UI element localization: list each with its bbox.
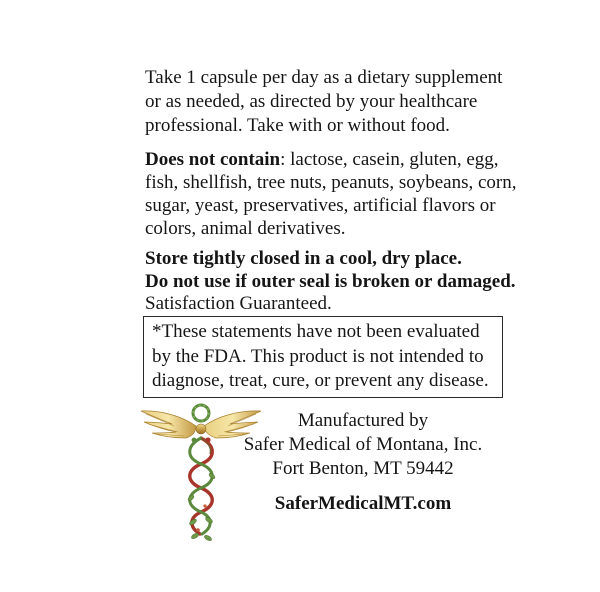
- website-url: SaferMedicalMT.com: [274, 493, 452, 514]
- allergens-line: [145, 148, 516, 171]
- directions-paragraph: [145, 66, 502, 138]
- directions-line: or as needed, as directed by your healthcare: [145, 91, 478, 112]
- disclaimer-line: *These statements have not been evaluated: [152, 321, 480, 342]
- allergens-line: sugar, yeast, preservatives, artificial flavors or: [145, 195, 496, 216]
- allergens-paragraph: [145, 148, 516, 240]
- storage-warning: Store tightly closed in a cool, dry place.: [145, 248, 462, 269]
- allergens-label: Does not contain: [145, 149, 281, 170]
- directions-line: Take 1 capsule per day as a dietary supplement: [145, 67, 503, 88]
- allergens-line: colors, animal derivatives.: [145, 218, 346, 239]
- seal-warning: Do not use if outer seal is broken or damaged.: [145, 270, 516, 292]
- manufacturer-block: [233, 409, 493, 481]
- fda-disclaimer-box: [143, 316, 503, 398]
- fda-disclaimer-text: [152, 320, 489, 394]
- manufacturer-line: Manufactured by: [297, 410, 429, 431]
- company-address: Fort Benton, MT 59442: [272, 458, 454, 479]
- company-name: Safer Medical of Montana, Inc.: [243, 434, 483, 455]
- disclaimer-line: by the FDA. This product is not intended to: [152, 345, 484, 367]
- disclaimer-line: diagnose, treat, cure, or prevent any disease.: [152, 370, 489, 391]
- allergens-line: fish, shellfish, tree nuts, peanuts, soybeans, corn,: [145, 172, 517, 193]
- storage-paragraph: [145, 248, 516, 316]
- directions-line: professional. Take with or without food.: [145, 115, 450, 136]
- allergens-text: : lactose, casein, gluten, egg,: [280, 149, 499, 170]
- left-wing: [141, 411, 196, 438]
- guarantee-text: Satisfaction Guaranteed.: [145, 293, 332, 314]
